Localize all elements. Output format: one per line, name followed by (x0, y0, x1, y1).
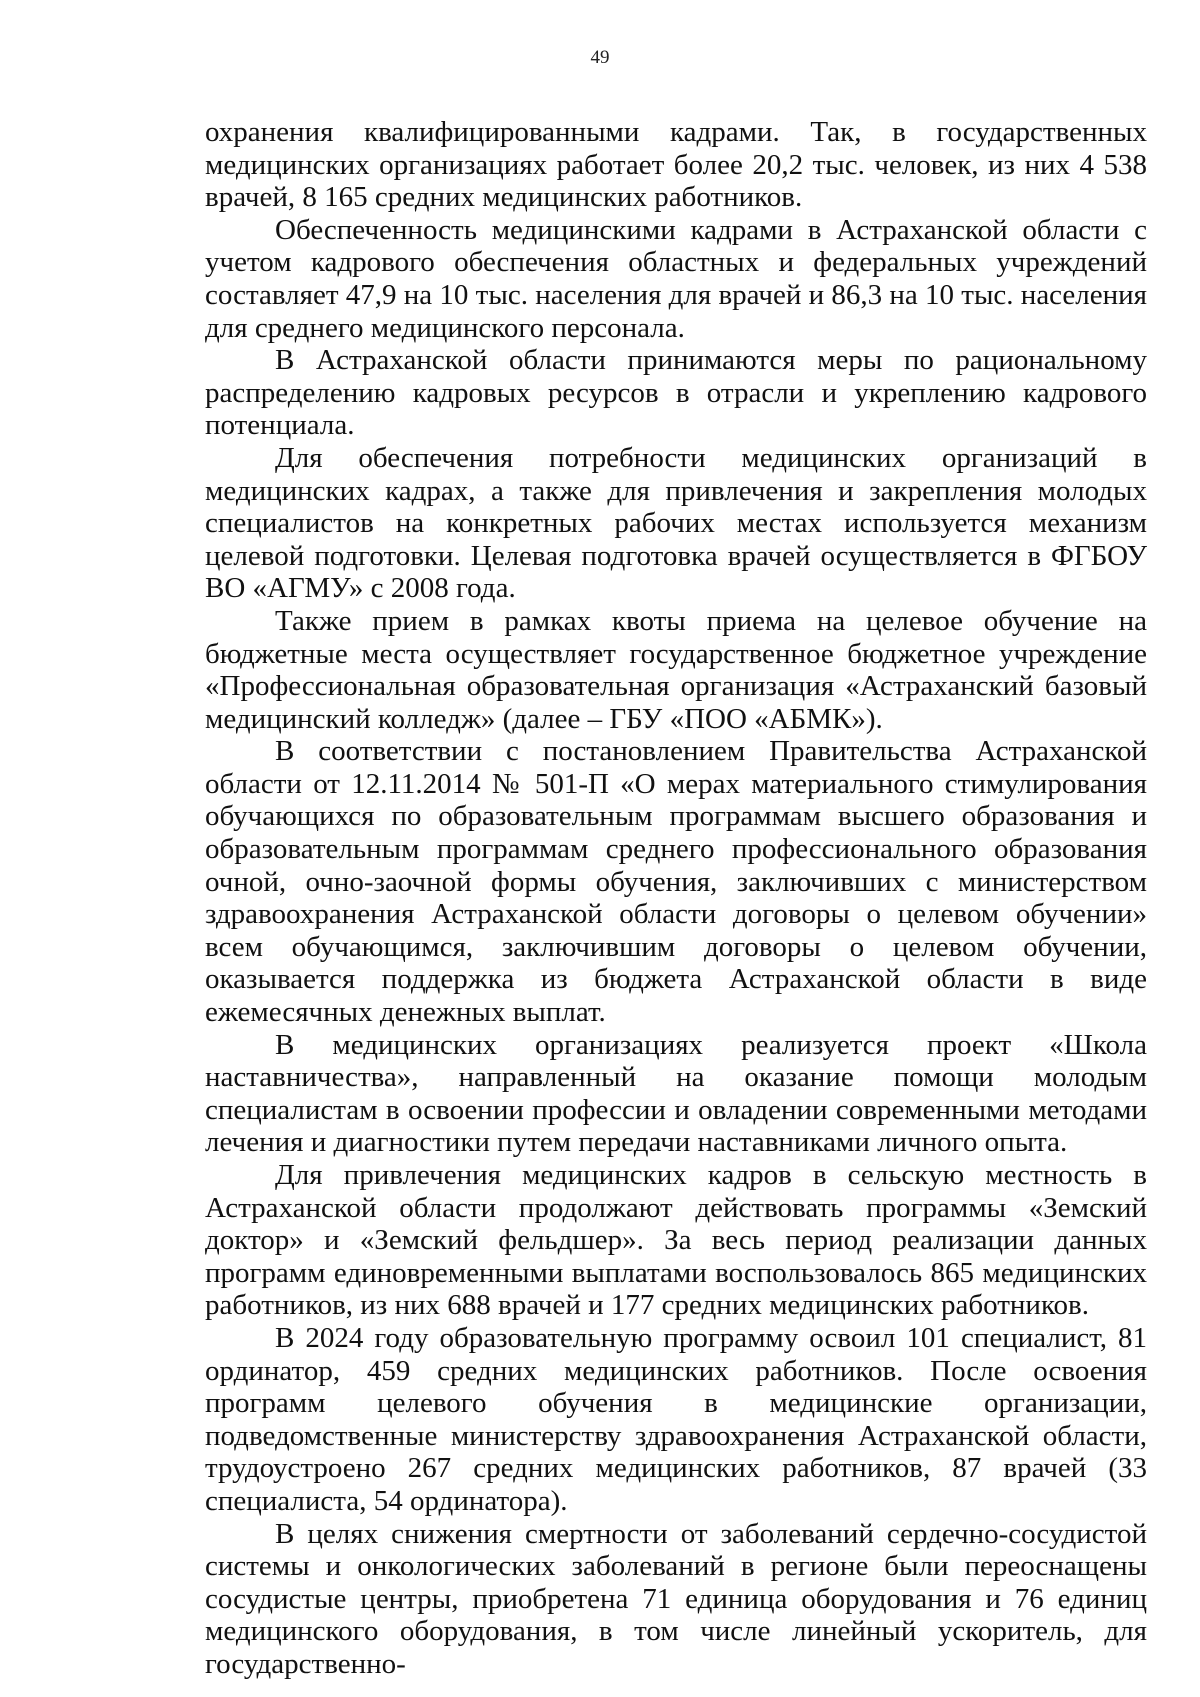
paragraph-college-quota: Также прием в рамках квоты приема на целевое обучение на бюджетные места осуществляет государственное бюджетное учреждение «Профессиональная образовательная организация «Астраханский базовый медицинский колледж» (далее – ГБУ «ПОО «АБМК»). (205, 604, 1147, 735)
paragraph-staffing-provision: Обеспеченность медицинскими кадрами в Астраханской области с учетом кадрового обеспечения областных и федеральных учреждений составляет 47,9 на 10 тыс. населения для врачей и 86,3 на 10 тыс. населения для среднего медицинского персонала. (205, 213, 1148, 344)
paragraph-targeted-training: Для обеспечения потребности медицинских организаций в медицинских кадрах, а также для привлечения и закрепления молодых специалистов на конкретных рабочих местах используется механизм целевой подготовки. Целевая подготовка врачей осуществляется в ФГБОУ ВО «АГМУ» с 2008 года. (205, 441, 1147, 605)
paragraph-2024-results: В 2024 году образовательную программу освоил 101 специалист, 81 ординатор, 459 средних медицинских работников. После освоения программ целевого обучения в медицинские организации, подведомственные министерству здравоохранения Астраханской области, трудоустроено 267 средних медицинских работников, 87 врачей (33 специалиста, 54 ординатора). (205, 1321, 1147, 1517)
paragraph-cardiovascular-equipment: В целях снижения смертности от заболеваний сердечно-сосудистой системы и онкологических заболеваний в регионе были переоснащены сосудистые центры, приобретена 71 единица оборудования и 76 единиц медицинского оборудования, в том числе линейный ускоритель, для государственно- (205, 1517, 1147, 1680)
document-body (205, 116, 1147, 1681)
paragraph-government-decree: В соответствии с постановлением Правительства Астраханской области от 12.11.2014 № 501-П «О мерах материального стимулирования обучающихся по образовательным программам высшего образования и образовательным программам среднего профессионального образования очной, очно-заочной формы обучения, заключивших с министерством здравоохранения Астраханской области договоры о целевом обучении» всем обучающимся, заключившим договоры о целевом обучении, оказывается поддержка из бюджета Астраханской области в виде ежемесячных денежных выплат. (205, 735, 1147, 1029)
paragraph-resource-distribution: В Астраханской области принимаются меры по рациональному распределению кадровых ресурсов в отрасли и укреплению кадрового потенциала. (205, 344, 1147, 442)
paragraph-mentorship-school: В медицинских организациях реализуется проект «Школа наставничества», направленный на оказание помощи молодым специалистам в освоении профессии и овладении современными методами лечения и диагностики путем передачи наставниками личного опыта. (205, 1028, 1147, 1159)
paragraph-continuation: охранения квалифицированными кадрами. Так, в государственных медицинских организациях работает более 20,2 тыс. человек, из них 4 538 врачей, 8 165 средних медицинских работников. (205, 116, 1147, 214)
paragraph-rural-programs: Для привлечения медицинских кадров в сельскую местность в Астраханской области продолжают действовать программы «Земский доктор» и «Земский фельдшер». За весь период реализации данных программ единовременными выплатами воспользовалось 865 медицинских работников, из них 688 врачей и 177 средних медицинских работников. (205, 1159, 1147, 1322)
page-number: 49 (590, 47, 610, 68)
